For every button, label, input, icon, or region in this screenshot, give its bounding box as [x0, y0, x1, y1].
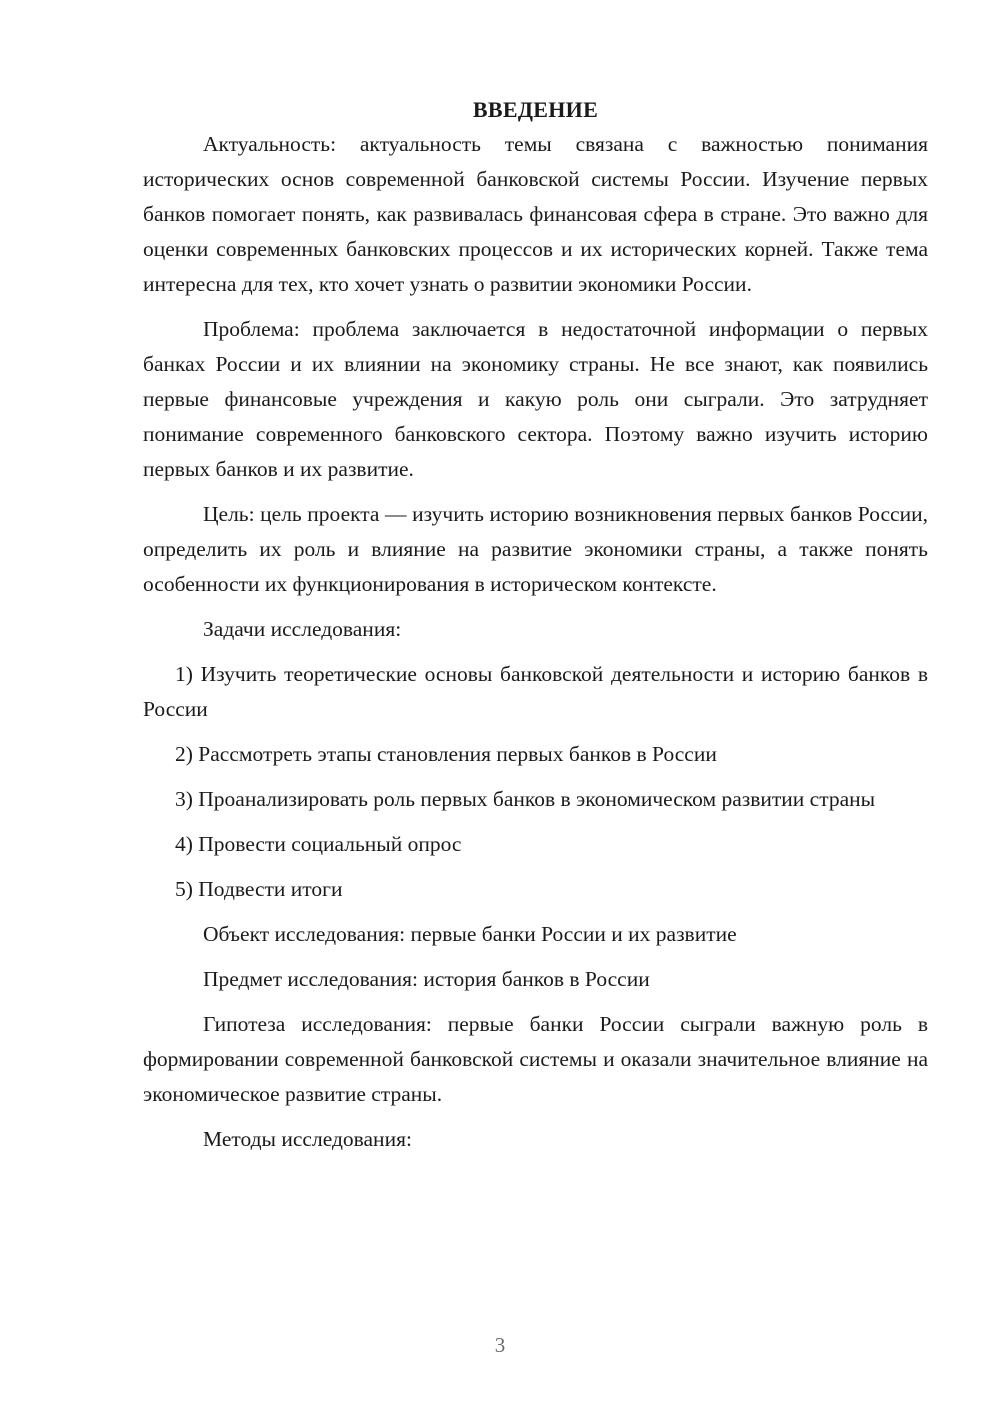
subject-paragraph: Предмет исследования: история банков в России: [203, 967, 650, 991]
task-item: 1) Изучить теоретические основы банковской деятельности и историю банков в России: [143, 662, 928, 721]
task-item: 3) Проанализировать роль первых банков в экономическом развитии страны: [175, 787, 876, 811]
hypothesis-paragraph: Гипотеза исследования: первые банки России сыграли важную роль в формировании современной банковской системы и оказали значительное влияние на экономическое развитие страны.: [143, 1012, 928, 1106]
task-item: 4) Провести социальный опрос: [175, 832, 462, 856]
page-number: 3: [494, 1333, 506, 1357]
goal-paragraph: Цель: цель проекта — изучить историю возникновения первых банков России, определить их роль и влияние на развитие экономики страны, а также понять особенности их функционирования в историческом контексте.: [143, 502, 928, 596]
document-page: [143, 92, 928, 1167]
task-item: 2) Рассмотреть этапы становления первых банков в России: [175, 742, 717, 766]
task-item: 5) Подвести итоги: [175, 877, 343, 901]
object-paragraph: Объект исследования: первые банки России и их развитие: [203, 922, 737, 946]
section-title: ВВЕДЕНИЕ: [472, 97, 599, 122]
relevance-paragraph: Актуальность: актуальность темы связана с важностью понимания исторических основ современной банковской системы России. Изучение первых банков помогает понять, как развивалась финансовая сфера в стране. Это важно для оценки современных банковских процессов и их исторических корней. Также тема интересна для тех, кто хочет узнать о развитии экономики России.: [143, 132, 928, 296]
tasks-heading: Задачи исследования:: [203, 617, 402, 641]
methods-heading: Методы исследования:: [203, 1127, 412, 1151]
problem-paragraph: Проблема: проблема заключается в недостаточной информации о первых банках России и их влиянии на экономику страны. Не все знают, как появились первые финансовые учреждения и какую роль они сыграли. Это затрудняет понимание современного банковского сектора. Поэтому важно изучить историю первых банков и их развитие.: [143, 317, 928, 481]
